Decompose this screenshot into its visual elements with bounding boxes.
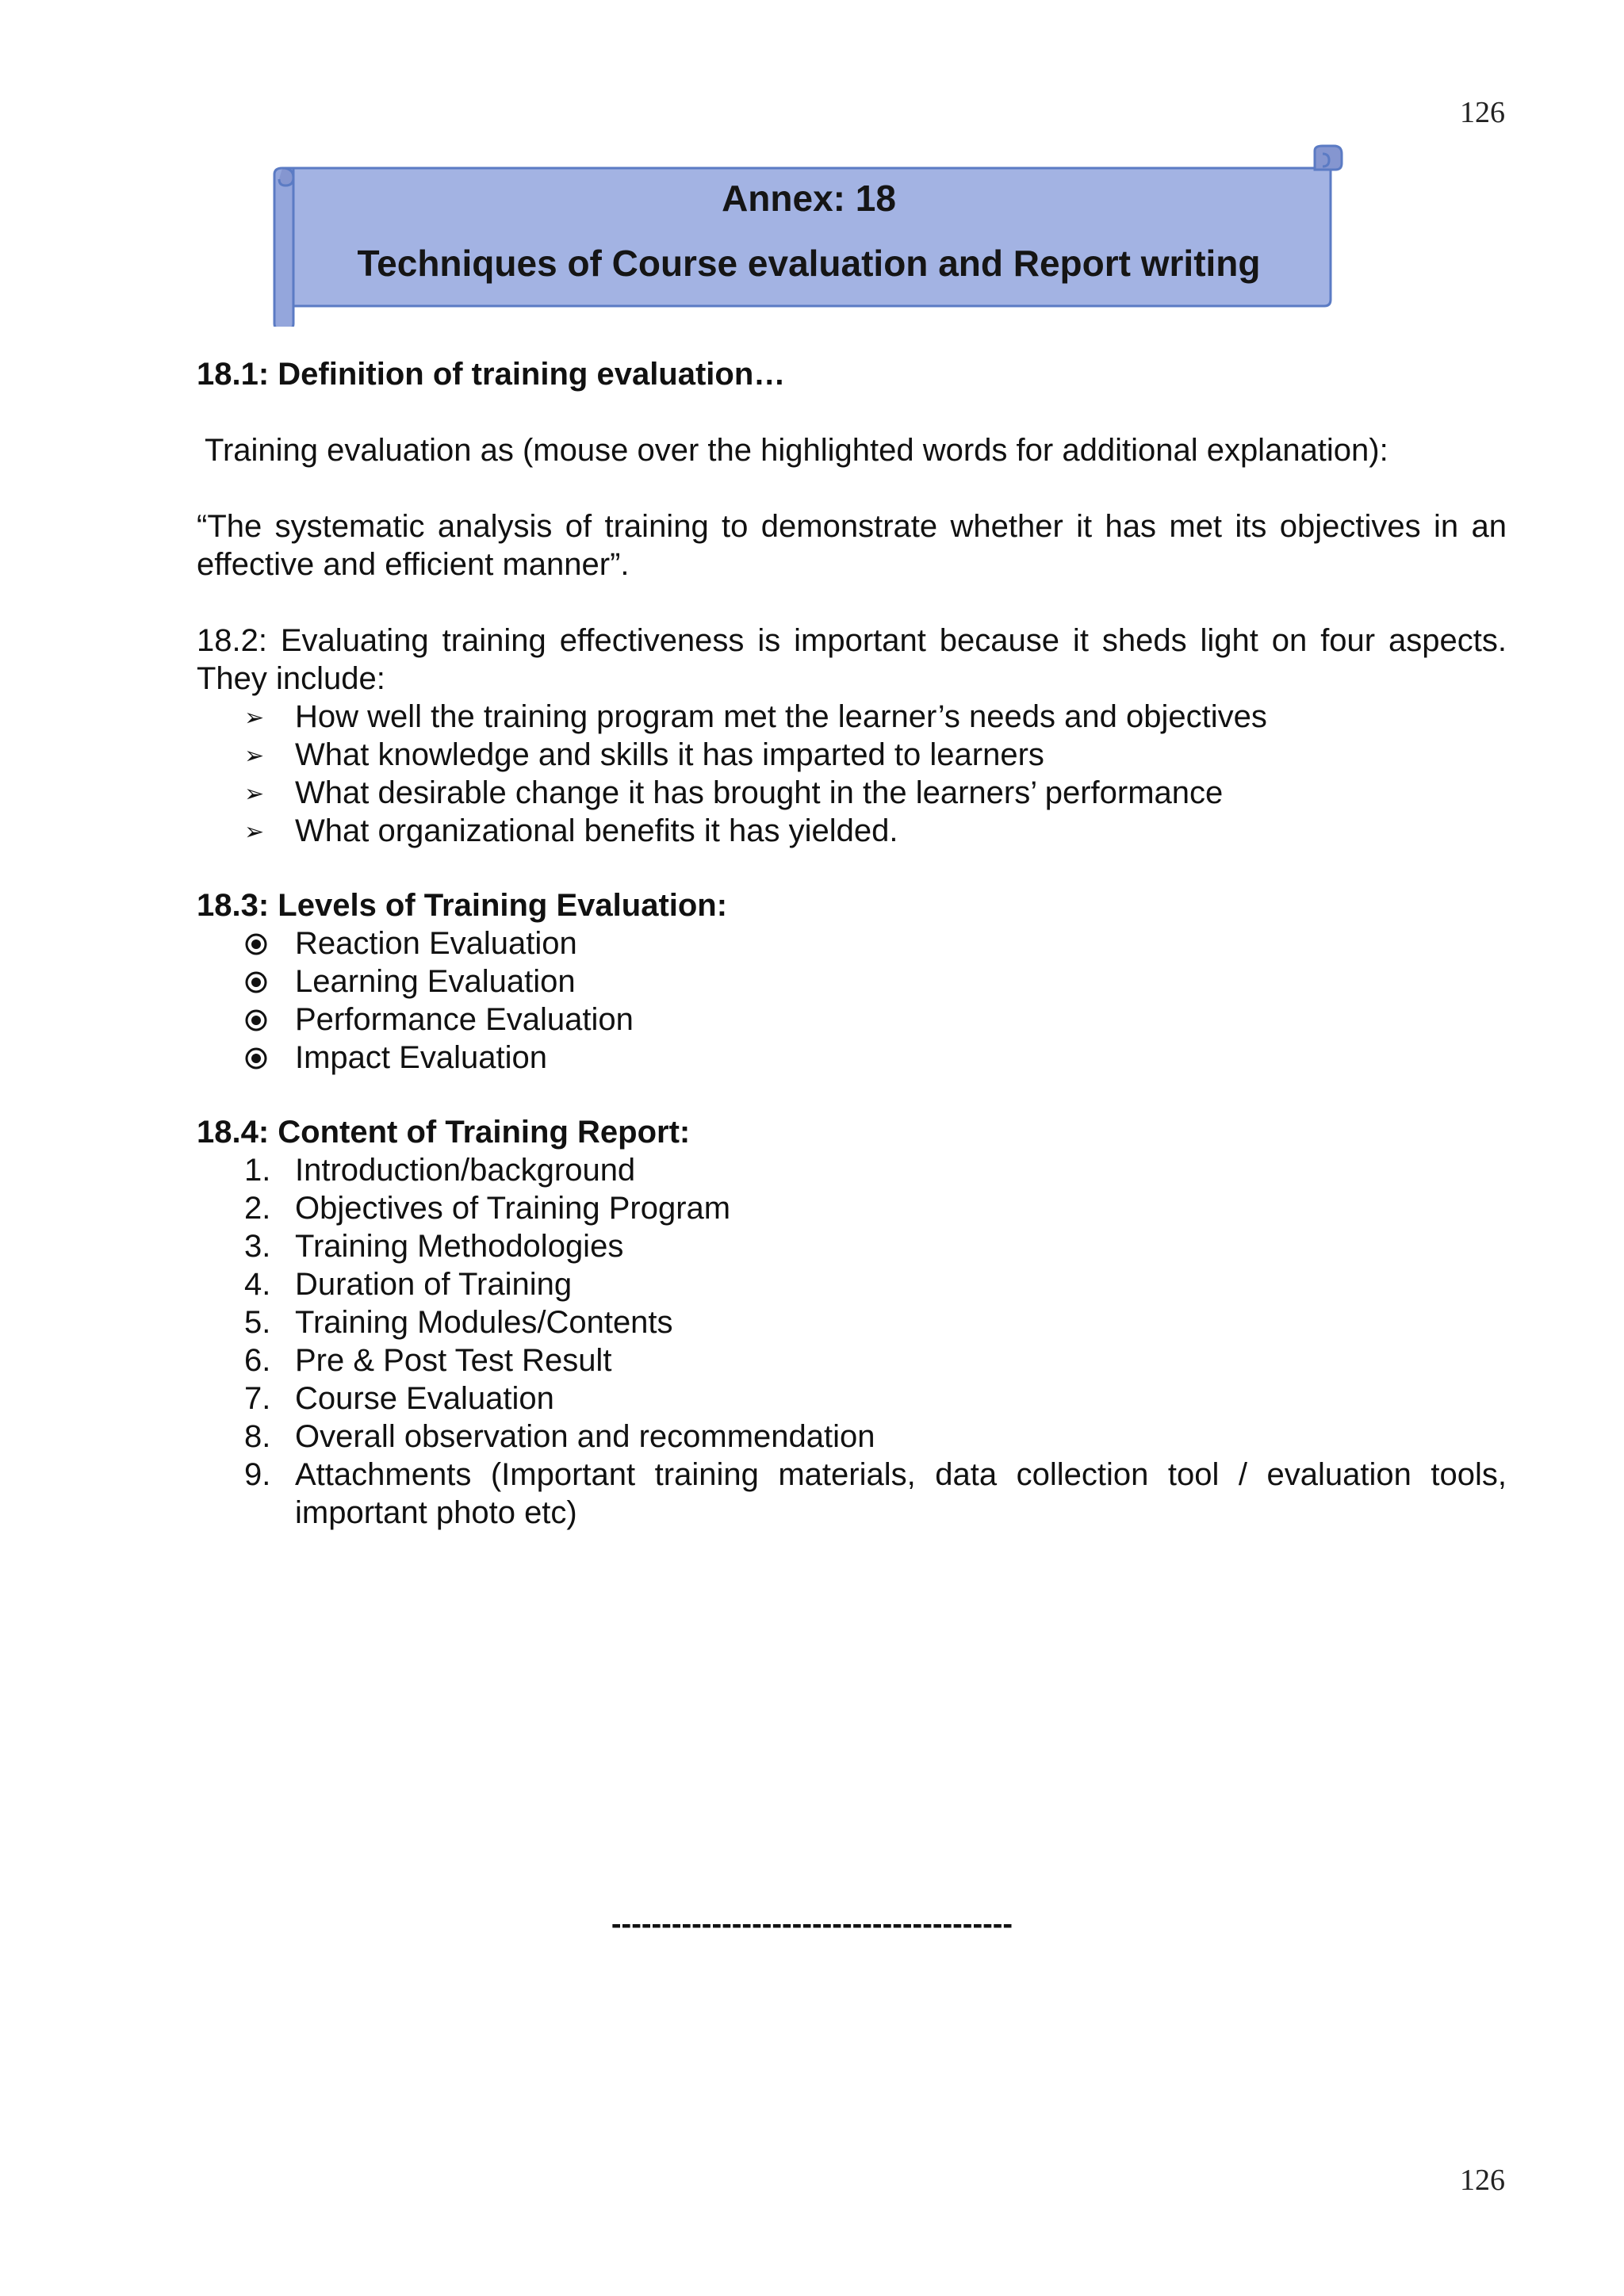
section-18-1-quote: “The systematic analysis of training to demonstrate whether it has met its objectives in an effective and efficient manner”.	[197, 509, 1507, 582]
section-separator: ----------------------------------------	[611, 1908, 1013, 1941]
list-number: 4.	[244, 1267, 271, 1302]
list-item	[197, 1151, 1507, 1189]
annex-title-banner	[270, 144, 1348, 327]
list-number: 1.	[244, 1153, 271, 1188]
list-item-text: Learning Evaluation	[295, 964, 576, 999]
list-item	[197, 924, 1507, 962]
list-number: 7.	[244, 1381, 271, 1416]
list-number: 5.	[244, 1305, 271, 1340]
list-number: 2.	[244, 1191, 271, 1226]
list-item	[197, 1227, 1507, 1265]
section-18-2-text: 18.2: Evaluating training effectiveness is important because it sheds light on four aspects. They include:	[197, 623, 1507, 696]
list-item-text: Overall observation and recommendation	[295, 1419, 875, 1454]
list-item	[197, 1265, 1507, 1303]
list-item-text: Introduction/background	[295, 1153, 636, 1188]
list-item	[197, 1380, 1507, 1418]
list-item	[197, 962, 1507, 1001]
list-item-text: Objectives of Training Program	[295, 1191, 731, 1226]
list-item-text: Performance Evaluation	[295, 1002, 634, 1037]
list-item-text: Impact Evaluation	[295, 1040, 547, 1075]
annex-number: Annex: 18	[722, 178, 896, 219]
list-item	[197, 698, 1507, 736]
list-item-text: What organizational benefits it has yielded.	[295, 813, 898, 848]
page-number-top: 126	[1460, 96, 1505, 129]
list-item-text: Course Evaluation	[295, 1381, 554, 1416]
annex-title: Techniques of Course evaluation and Report writing	[357, 243, 1261, 284]
list-item	[197, 1303, 1507, 1341]
list-item	[197, 1189, 1507, 1227]
list-item-text: Duration of Training	[295, 1267, 573, 1302]
list-item	[197, 774, 1507, 812]
section-18-2-list	[197, 698, 1507, 850]
list-item-text: Training Methodologies	[295, 1229, 624, 1264]
list-item-text: Training Modules/Contents	[295, 1305, 673, 1340]
arrow-bullet-icon: ➢	[244, 705, 265, 731]
list-number: 9.	[244, 1457, 271, 1492]
page-number-bottom: 126	[1460, 2164, 1505, 2197]
list-number: 8.	[244, 1419, 271, 1454]
list-item-text: Pre & Post Test Result	[295, 1343, 612, 1378]
list-item-text: What desirable change it has brought in the learners’ performance	[295, 775, 1224, 810]
section-18-3-heading: 18.3: Levels of Training Evaluation:	[197, 888, 728, 923]
list-item	[197, 1418, 1507, 1456]
list-item-text: How well the training program met the learner’s needs and objectives	[295, 699, 1267, 734]
list-item-text: Attachments (Important training materials, data collection tool / evaluation tools, important photo etc)	[295, 1457, 1507, 1530]
list-item-text: Reaction Evaluation	[295, 926, 577, 961]
list-item	[197, 736, 1507, 774]
list-item	[197, 1039, 1507, 1077]
list-item	[197, 1456, 1507, 1532]
arrow-bullet-icon: ➢	[244, 819, 265, 845]
arrow-bullet-icon: ➢	[244, 781, 265, 807]
list-item	[197, 1001, 1507, 1039]
list-item	[197, 812, 1507, 850]
section-18-4-list	[197, 1151, 1507, 1532]
section-18-1-intro: Training evaluation as (mouse over the highlighted words for additional explanation):	[205, 433, 1388, 468]
list-item-text: What knowledge and skills it has imparted to learners	[295, 737, 1044, 772]
section-18-1-heading: 18.1: Definition of training evaluation…	[197, 357, 786, 392]
document-body	[197, 355, 1507, 1532]
list-number: 6.	[244, 1343, 271, 1378]
list-number: 3.	[244, 1229, 271, 1264]
section-18-4-heading: 18.4: Content of Training Report:	[197, 1115, 691, 1150]
arrow-bullet-icon: ➢	[244, 743, 265, 769]
section-18-3-list	[197, 924, 1507, 1077]
list-item	[197, 1341, 1507, 1380]
